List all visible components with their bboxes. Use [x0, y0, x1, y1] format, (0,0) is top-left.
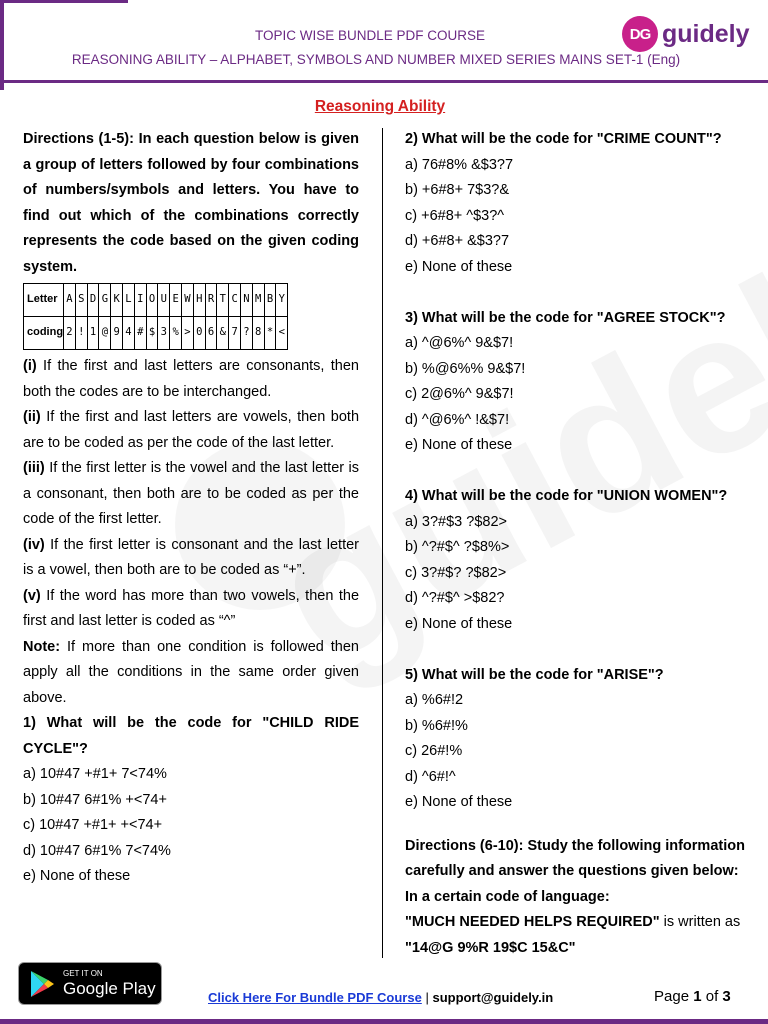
- code-cell: @: [99, 317, 111, 350]
- directions-text: In each question below is given a group of letters followed by four combinations of numbers/symbols and letters. You have to find out which of the combinations correctly represents the code based on the given coding system.: [23, 131, 360, 275]
- section-title: Reasoning Ability: [314, 98, 446, 115]
- statement-words: "MUCH NEEDED HELPS REQUIRED": [405, 914, 660, 930]
- code-cell: *: [264, 317, 276, 350]
- condition-item: [23, 584, 359, 635]
- code-cell: 1: [87, 317, 99, 350]
- condition-text: If the first and last letters are vowels, then both are to be coded as per the code of the last letter.: [23, 409, 360, 451]
- q2-option-c: c) +6#8+ ^$3?^: [405, 207, 505, 224]
- code-cell: ?: [241, 317, 253, 350]
- letter-cell: K: [111, 284, 123, 317]
- code-cell: 9: [111, 317, 123, 350]
- question-5: 5) What will be the code for "ARISE"?: [405, 666, 664, 683]
- question-3: 3) What will be the code for "AGREE STOCK"?: [405, 309, 726, 326]
- google-play-big-text: Google Play: [63, 978, 156, 998]
- letter-row: [24, 284, 288, 317]
- question-2: 2) What will be the code for "CRIME COUNT"?: [405, 131, 722, 147]
- code-cell: 6: [205, 317, 217, 350]
- page-label: Page: [654, 988, 690, 1005]
- footer-links: [208, 990, 553, 1005]
- directions-2-label: Directions (6-10):: [405, 837, 524, 854]
- spacer: [405, 459, 745, 485]
- footer-divider: [0, 1019, 768, 1024]
- condition-item: [23, 354, 359, 405]
- condition-number: (iv): [23, 536, 45, 553]
- condition-text: If the first and last letters are consonants, then both the codes are to be interchanged.: [23, 358, 360, 400]
- google-play-icon: [29, 970, 55, 998]
- q4-option-a: a) 3?#$3 ?$82>: [405, 513, 507, 530]
- column-divider: [382, 128, 383, 958]
- statement-connector: is written as: [663, 914, 741, 930]
- q4-option-c: c) 3?#$? ?$82>: [405, 564, 507, 581]
- code-cell: %: [170, 317, 182, 350]
- logo-text: guidely: [662, 19, 750, 48]
- condition-text: If the first letter is consonant and the last letter is a vowel, then both are to be coded as “+”.: [23, 536, 359, 578]
- coded-statement: [405, 910, 745, 961]
- letter-cell: S: [75, 284, 87, 317]
- header-topic-title: REASONING ABILITY – ALPHABET, SYMBOLS AND NUMBER MIXED SERIES MAINS SET-1 (Eng): [71, 52, 681, 67]
- code-cell: 2: [64, 317, 76, 350]
- letter-cell: M: [252, 284, 264, 317]
- letter-cell: H: [193, 284, 205, 317]
- page-number: [654, 988, 731, 1005]
- q1-option-e: e) None of these: [23, 868, 131, 884]
- question-1: 1) What will be the code for "CHILD RIDE CYCLE"?: [23, 715, 359, 757]
- code-cell: !: [75, 317, 87, 350]
- page-total: 3: [722, 988, 731, 1005]
- statement-code: "14@G 9%R 19$C 15&C": [405, 939, 576, 956]
- letter-cell: A: [64, 284, 76, 317]
- condition-item: [23, 456, 359, 533]
- condition-text: If the word has more than two vowels, then the first and last letter is coded as “^”: [23, 587, 360, 629]
- condition-item: [23, 533, 359, 584]
- q4-option-e: e) None of these: [405, 615, 513, 632]
- condition-number: (i): [23, 358, 37, 374]
- letter-cell: R: [205, 284, 217, 317]
- code-cell: 3: [158, 317, 170, 350]
- spacer: [405, 280, 745, 306]
- header-course-title: TOPIC WISE BUNDLE PDF COURSE: [254, 28, 486, 43]
- letter-cell: D: [87, 284, 99, 317]
- letter-cell: B: [264, 284, 276, 317]
- letter-cell: N: [241, 284, 253, 317]
- letter-cell: E: [170, 284, 182, 317]
- condition-number: (iii): [23, 460, 45, 476]
- google-play-text: [63, 969, 156, 999]
- spacer: [405, 637, 745, 663]
- google-play-badge[interactable]: [18, 962, 162, 1005]
- q2-option-b: b) +6#8+ 7$3?&: [405, 182, 510, 198]
- q3-option-a: a) ^@6%^ 9&$7!: [405, 335, 514, 351]
- code-cell: <: [276, 317, 288, 350]
- q1-option-a: a) 10#47 +#1+ 7<74%: [23, 766, 167, 782]
- q1-option-c: c) 10#47 +#1+ +<74+: [23, 817, 163, 833]
- coding-table: [23, 283, 288, 350]
- spacer: [405, 816, 745, 834]
- condition-text: If the first letter is the vowel and the last letter is a consonant, then both are to be coded as per the code of the first letter.: [23, 460, 359, 527]
- letter-row-header: Letter: [24, 284, 64, 317]
- code-cell: 0: [193, 317, 205, 350]
- q5-option-a: a) %6#!2: [405, 692, 464, 708]
- note-text: If more than one condition is followed then apply all the conditions in the same order given above.: [23, 638, 359, 706]
- footer-separator: |: [425, 990, 429, 1005]
- q5-option-d: d) ^6#!^: [405, 768, 456, 785]
- letter-cell: O: [146, 284, 158, 317]
- letter-cell: G: [99, 284, 111, 317]
- letter-cell: C: [229, 284, 241, 317]
- top-border-accent: [0, 0, 128, 3]
- q1-option-b: b) 10#47 6#1% +<74+: [23, 791, 167, 808]
- letter-cell: Y: [276, 284, 288, 317]
- code-cell: 8: [252, 317, 264, 350]
- code-cell: 4: [123, 317, 135, 350]
- condition-number: (ii): [23, 409, 41, 425]
- note-paragraph: [23, 635, 359, 712]
- page-current: 1: [693, 988, 702, 1005]
- letter-cell: T: [217, 284, 229, 317]
- code-cell: &: [217, 317, 229, 350]
- q5-option-c: c) 26#!%: [405, 743, 463, 759]
- q3-option-c: c) 2@6%^ 9&$7!: [405, 386, 514, 402]
- q5-option-e: e) None of these: [405, 794, 513, 810]
- coding-row: [24, 317, 288, 350]
- google-play-small-text: GET IT ON: [63, 968, 103, 978]
- code-cell: #: [134, 317, 146, 350]
- top-left-border: [0, 0, 4, 90]
- question-4: 4) What will be the code for "UNION WOMEN"?: [405, 488, 728, 504]
- q1-option-d: d) 10#47 6#1% 7<74%: [23, 842, 171, 859]
- code-cell: 7: [229, 317, 241, 350]
- header-divider: [0, 80, 768, 83]
- directions-paragraph: [23, 127, 359, 280]
- letter-cell: U: [158, 284, 170, 317]
- logo-badge: DG: [622, 16, 658, 52]
- condition-number: (v): [23, 587, 41, 604]
- q4-option-b: b) ^?#$^ ?$8%>: [405, 539, 510, 555]
- condition-item: [23, 405, 359, 456]
- guidely-logo: [622, 16, 750, 52]
- code-cell: $: [146, 317, 158, 350]
- q4-option-d: d) ^?#$^ >$82?: [405, 590, 505, 606]
- q3-option-e: e) None of these: [405, 437, 513, 453]
- q3-option-d: d) ^@6%^ !&$7!: [405, 411, 510, 428]
- code-language-line: In a certain code of language:: [405, 888, 610, 905]
- directions-2-text: Study the following information carefully and answer the questions given below:: [405, 837, 745, 879]
- support-email: support@guidely.in: [432, 990, 554, 1005]
- q3-option-b: b) %@6%% 9&$7!: [405, 360, 526, 377]
- q2-option-d: d) +6#8+ &$3?7: [405, 233, 510, 249]
- code-cell: >: [182, 317, 194, 350]
- letter-cell: L: [123, 284, 135, 317]
- coding-row-header: coding: [24, 317, 64, 350]
- q5-option-b: b) %6#!%: [405, 717, 468, 734]
- q2-option-a: a) 76#8% &$3?7: [405, 156, 514, 173]
- note-label: Note:: [23, 638, 61, 655]
- right-column: [405, 127, 745, 961]
- bundle-course-link[interactable]: Click Here For Bundle PDF Course: [208, 990, 422, 1005]
- letter-cell: W: [182, 284, 194, 317]
- directions-label: Directions (1-5):: [23, 131, 134, 147]
- letter-cell: I: [134, 284, 146, 317]
- page-of: of: [705, 988, 719, 1005]
- directions-2-paragraph: [405, 834, 745, 885]
- q2-option-e: e) None of these: [405, 258, 513, 275]
- left-column: [23, 127, 359, 890]
